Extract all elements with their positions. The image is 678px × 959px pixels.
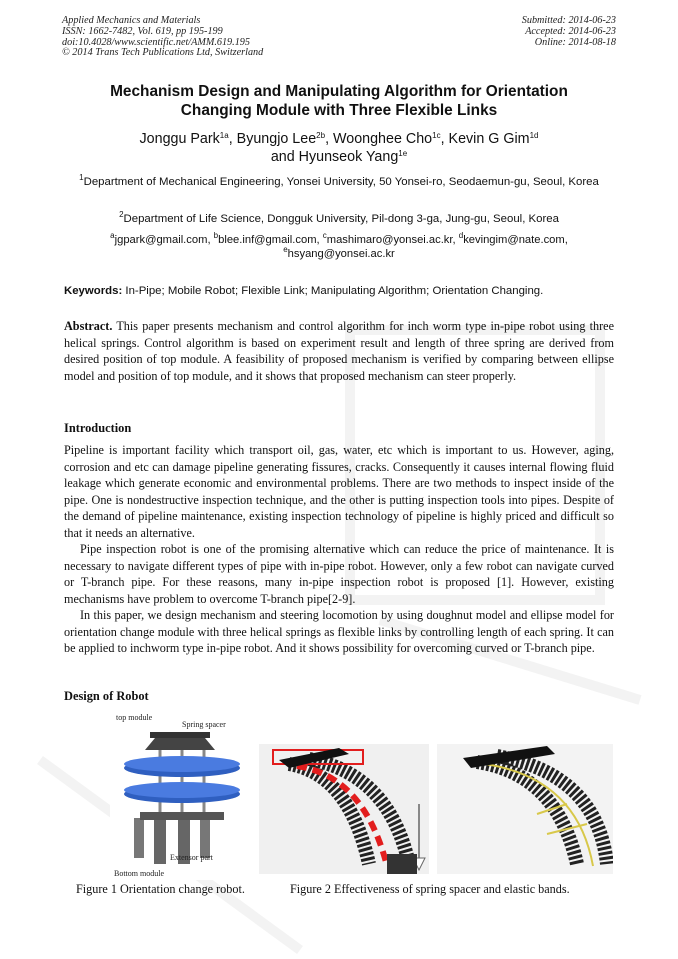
section-heading-design: Design of Robot [64,689,149,703]
dates-info [522,16,616,48]
label-extensor-part: Extensor part [170,853,213,862]
accepted-date: Accepted: 2014-06-23 [525,25,616,37]
author: Jonggu Park [139,131,220,147]
submitted-date: Submitted: 2014-06-23 [521,15,616,26]
journal-info [62,16,263,59]
issn: ISSN: 1662-7482, Vol. 619, pp 195-199 [62,25,223,37]
email-link[interactable]: hsyang@yonsei.ac.kr [287,247,395,260]
label-top-module: top module [116,713,153,722]
author: Woonghee Cho [333,131,433,147]
introduction-body [64,442,614,657]
abstract-label: Abstract. [64,319,113,333]
abstract: Abstract. This paper presents mechanism and control algorithm for inch worm type in-pipe robot using three helical springs. Control algorithm is based on experiment result and length of three spring are derived from desired position of top module. A feasibility of proposed mechanism is verified by comparing between ellipse model and position of top module, and it shows that proposed mechanism can steer properly. [64,319,614,383]
affiliation-1: $^1$Department of Mechanical Engineering, Yonsei University, 50 Yonsei-ro, Seodaemun-gu, Seoul, Korea [79,173,599,188]
email-link[interactable]: mashimaro@yonsei.ac.kr [326,234,453,246]
copyright: © 2014 Trans Tech Publications Ltd, Switzerland [62,47,264,59]
email-list: $^a$jgpark@gmail.com, $^b$blee.inf@gmail.com, $^c$mashimaro@yonsei.ac.kr, $^d$kevingim@nate.com, $^e$hsyang@yonsei.ac.kr [110,231,568,260]
figure-2-caption: Figure 2 Effectiveness of spring spacer and elastic bands. [290,882,570,896]
section-heading-introduction: Introduction [64,421,132,435]
label-spring-spacer: Spring spacer [182,720,226,729]
author: Byungjo Lee [236,131,317,147]
affiliation-2: $^2$Department of Life Science, Dongguk University, Pil-dong 3-ga, Jung-gu, Seoul, Korea [119,210,559,225]
label-bottom-module: Bottom module [114,869,164,878]
email-link[interactable]: jgpark@gmail.com [114,234,208,246]
paper-title: Mechanism Design and Manipulating Algorithm for Orientation Changing Module with Three Flexible Links [110,83,568,119]
keywords: Keywords: In-Pipe; Mobile Robot; Flexible Link; Manipulating Algorithm; Orientation Changing. [64,285,544,297]
email-link[interactable]: kevingim@nate.com [463,234,565,246]
figure-2-right-image [437,744,613,874]
figure-2-left-image [259,744,429,874]
online-date: Online: 2014-08-18 [534,36,616,48]
figure-1-caption: Figure 1 Orientation change robot. [76,882,245,896]
author: Hyunseok Yang [298,149,399,165]
author: Kevin G Gim [448,131,530,147]
author-list: Jonggu Park$^{1a}$, Byungjo Lee$^{2b}$, Woonghee Cho$^{1c}$, Kevin G Gim$^{1d}$ and Hyunseok Yang$^{1e}$ [139,131,539,165]
paragraph: Pipe inspection robot is one of the promising alternative which can reduce the price of maintenance. It is necessary to navigate different types of pipe with in-pipe robot. However, only a few robot can navigate curved or T-branch pipe. For these reasons, many in-pipe inspection robot is proposed [1]. However, existing mechanisms have problem to overcome T-branch pipe[2-9]. [64,542,614,606]
doi: doi:10.4028/www.scientific.net/AMM.619.195 [62,36,250,48]
journal-name: Applied Mechanics and Materials [62,15,201,26]
figure-1-robot-image [110,708,260,880]
paragraph: Pipeline is important facility which transport oil, gas, water, etc which is important to us. However, aging, corrosion and etc can damage pipeline generating fissures, cracks. Consequently it causes internal flowing fluid leakage which generate economic and environmental problems. There are two methods to inspect inside of the pipe. One is nondestructive inspection technique, and the other is putting inspection tools into pipes. Despite of the demand of pipeline maintenance, existing inspection technology of pipeline is highly priced and difficult so that it needs an alternative. [64,443,614,540]
email-link[interactable]: blee.inf@gmail.com [218,234,317,246]
paragraph: In this paper, we design mechanism and steering locomotion by using doughnut model and ellipse model for orientation change module with three helical springs as flexible links by controlling length of each spring. It can be applied to inchworm type in-pipe robot. And it shows possibility for overcoming curved or T-branch pipe. [64,608,614,655]
